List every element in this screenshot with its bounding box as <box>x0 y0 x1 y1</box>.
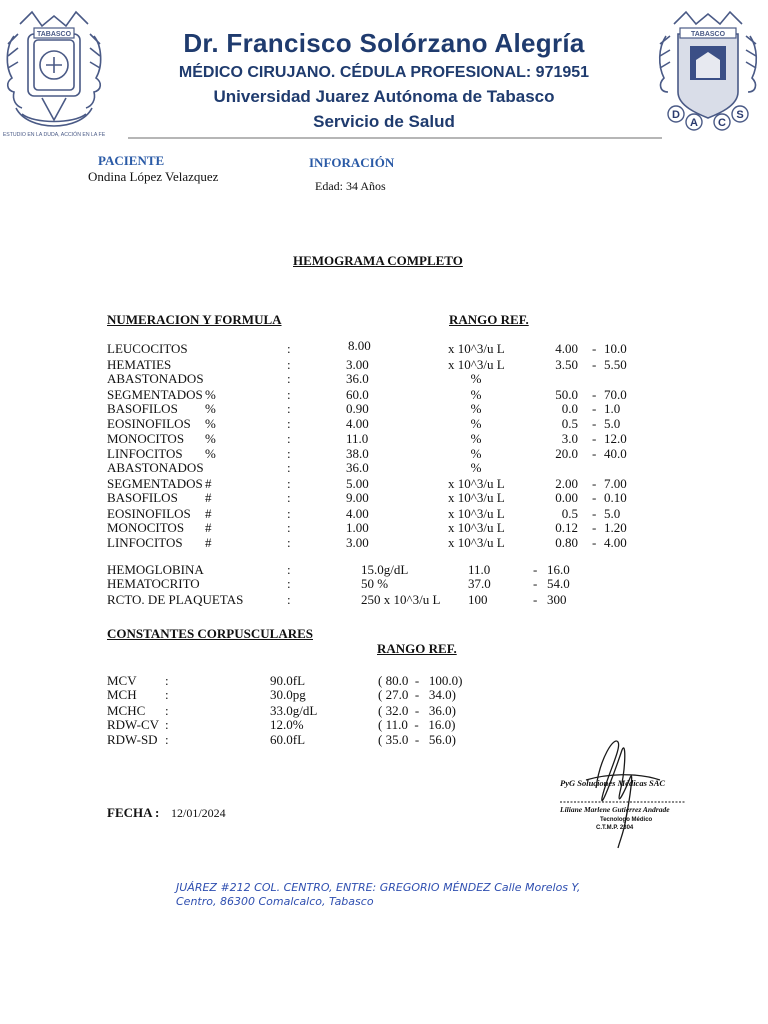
row-symbol: % <box>205 416 216 431</box>
row-name: SEGMENTADOS <box>107 476 203 491</box>
row-range: ( 80.0 - 100.0) <box>378 673 463 688</box>
row-value: 3.00 <box>346 357 369 372</box>
row-separator: : <box>165 703 169 718</box>
row-name: ABASTONADOS <box>107 371 204 386</box>
row-range-low: 0.00 <box>555 490 578 505</box>
row-unit: x 10^3/u L <box>448 476 505 491</box>
signature <box>556 728 696 852</box>
constantes-header: CONSTANTES CORPUSCULARES <box>107 626 313 641</box>
row-unit: x 10^3/u L <box>448 535 505 550</box>
row-symbol: % <box>205 387 216 402</box>
row-name: LINFOCITOS <box>107 535 183 550</box>
row-range-high: 40.0 <box>604 446 627 461</box>
range-dash: - <box>592 401 597 416</box>
row-value: 12.0% <box>270 717 304 732</box>
row-value: 1.00 <box>346 520 369 535</box>
row-range-low: 20.0 <box>555 446 578 461</box>
row-separator: : <box>287 446 291 461</box>
address-line-1: JUÁREZ #212 COL. CENTRO, ENTRE: GREGORIO MÉNDEZ Calle Morelos Y, <box>176 881 581 894</box>
signature-license: C.T.M.P. 2304 <box>596 825 634 831</box>
range-dash: - <box>533 592 538 607</box>
row-range-high: 70.0 <box>604 387 627 402</box>
row-range: ( 35.0 - 56.0) <box>378 732 456 747</box>
service-name: Servicio de Salud <box>313 112 455 131</box>
range-dash: - <box>592 446 597 461</box>
row-separator: : <box>287 341 291 356</box>
range-dash: - <box>592 387 597 402</box>
row-name: RDW-SD <box>107 732 158 747</box>
header-divider <box>128 137 662 139</box>
row-separator: : <box>287 416 291 431</box>
patient-name: Ondina López Velazquez <box>88 169 219 184</box>
row-unit: x 10^3/u L <box>448 341 505 356</box>
row-separator: : <box>165 732 169 747</box>
row-separator: : <box>287 371 291 386</box>
row-range-low: 0.12 <box>555 520 578 535</box>
signature-company: PyG Soluciones Médicas SAC <box>560 778 666 788</box>
row-range-low: 11.0 <box>468 562 491 577</box>
row-value: 36.0 <box>346 371 369 386</box>
row-name: HEMATIES <box>107 357 172 372</box>
numeracion-header: NUMERACION Y FORMULA <box>107 312 282 327</box>
row-value: 3.00 <box>346 535 369 550</box>
row-name: BASOFILOS <box>107 401 178 416</box>
row-range-high: 5.0 <box>604 506 621 521</box>
row-range-low: 3.50 <box>555 357 578 372</box>
row-range-high: 16.0 <box>547 562 570 577</box>
row-symbol: # <box>205 520 212 535</box>
row-symbol: % <box>205 446 216 461</box>
left-seal-ring-text: ESTUDIO EN LA DUDA, ACCIÓN EN LA FE <box>2 132 106 138</box>
row-range-low: 100 <box>468 592 488 607</box>
row-name: ABASTONADOS <box>107 460 204 475</box>
doctor-name: Dr. Francisco Solórzano Alegría <box>183 28 585 58</box>
row-value: 15.0g/dL <box>361 562 409 577</box>
row-separator: : <box>287 431 291 446</box>
row-symbol: % <box>205 431 216 446</box>
row-unit: x 10^3/u L <box>448 506 505 521</box>
row-unit: % <box>470 446 482 461</box>
row-name: MONOCITOS <box>107 431 185 446</box>
row-separator: : <box>287 401 291 416</box>
row-range: ( 11.0 - 16.0) <box>378 717 456 732</box>
row-separator: : <box>165 673 169 688</box>
row-separator: : <box>287 506 291 521</box>
row-unit: x 10^3/u L <box>448 520 505 535</box>
signature-role: Tecnologo Médico <box>600 817 653 823</box>
report-title: HEMOGRAMA COMPLETO <box>293 253 463 268</box>
row-name: RDW-CV <box>107 717 159 732</box>
numeracion-range-header: RANGO REF. <box>449 312 529 327</box>
row-separator: : <box>287 520 291 535</box>
row-unit: % <box>470 416 482 431</box>
row-separator: : <box>287 476 291 491</box>
info-label: INFORACIÓN <box>309 155 395 170</box>
row-separator: : <box>287 562 291 577</box>
range-dash: - <box>533 576 538 591</box>
row-symbol: # <box>205 490 212 505</box>
row-value: 11.0 <box>346 431 369 446</box>
row-separator: : <box>287 490 291 505</box>
row-unit: % <box>470 387 482 402</box>
row-name: LINFOCITOS <box>107 446 183 461</box>
row-symbol: # <box>205 476 212 491</box>
row-value: 30.0pg <box>270 687 306 702</box>
row-name: MCHC <box>107 703 146 718</box>
row-name: RCTO. DE PLAQUETAS <box>107 592 244 607</box>
range-dash: - <box>592 535 597 550</box>
range-dash: - <box>592 490 597 505</box>
row-range-low: 50.0 <box>555 387 578 402</box>
right-seal-letter-s: S <box>736 109 744 121</box>
row-unit: % <box>470 431 482 446</box>
row-value: 60.0 <box>346 387 369 402</box>
row-value: 33.0g/dL <box>270 703 318 718</box>
range-dash: - <box>592 520 597 535</box>
row-value: 38.0 <box>346 446 369 461</box>
row-separator: : <box>165 717 169 732</box>
row-name: SEGMENTADOS <box>107 387 203 402</box>
row-range-high: 0.10 <box>604 490 627 505</box>
row-range: ( 27.0 - 34.0) <box>378 687 456 702</box>
row-value: 90.0fL <box>270 673 306 688</box>
row-unit: % <box>470 401 482 416</box>
range-dash: - <box>592 416 597 431</box>
row-separator: : <box>287 592 291 607</box>
doctor-credential: MÉDICO CIRUJANO. CÉDULA PROFESIONAL: 971951 <box>178 64 590 81</box>
row-range-low: 37.0 <box>468 576 491 591</box>
left-seal-top-text: TABASCO <box>36 31 72 38</box>
row-name: LEUCOCITOS <box>107 341 188 356</box>
row-separator: : <box>287 387 291 402</box>
row-range-low: 0.0 <box>561 401 578 416</box>
row-name: BASOFILOS <box>107 490 178 505</box>
row-unit: x 10^3/u L <box>448 357 505 372</box>
row-separator: : <box>287 576 291 591</box>
range-dash: - <box>592 357 597 372</box>
row-range-low: 0.5 <box>561 416 578 431</box>
row-range-high: 1.20 <box>604 520 627 535</box>
row-range-high: 5.0 <box>604 416 621 431</box>
row-name: MONOCITOS <box>107 520 185 535</box>
row-range-low: 0.80 <box>555 535 578 550</box>
university-name: Universidad Juarez Autónoma de Tabasco <box>213 87 555 106</box>
row-range-low: 3.0 <box>561 431 578 446</box>
row-range-high: 1.0 <box>604 401 621 416</box>
row-name: MCV <box>107 673 137 688</box>
right-seal-letter-c: C <box>718 117 726 129</box>
row-value: 4.00 <box>346 506 369 521</box>
row-range-high: 300 <box>547 592 567 607</box>
row-range-high: 10.0 <box>604 341 627 356</box>
row-name: HEMATOCRITO <box>107 576 200 591</box>
row-value: 5.00 <box>346 476 369 491</box>
row-range-high: 54.0 <box>547 576 570 591</box>
row-range-high: 5.50 <box>604 357 627 372</box>
range-dash: - <box>592 476 597 491</box>
range-dash: - <box>533 562 538 577</box>
row-name: EOSINOFILOS <box>107 416 191 431</box>
row-value: 8.00 <box>348 338 371 353</box>
row-symbol: % <box>205 401 216 416</box>
patient-age: Edad: 34 Años <box>315 179 386 193</box>
row-range-low: 2.00 <box>555 476 578 491</box>
right-seal-letter-d: D <box>672 109 680 121</box>
row-name: HEMOGLOBINA <box>107 562 204 577</box>
range-dash: - <box>592 506 597 521</box>
right-seal-top-text: TABASCO <box>690 31 726 38</box>
range-dash: - <box>592 431 597 446</box>
row-value: 4.00 <box>346 416 369 431</box>
constantes-range-header: RANGO REF. <box>377 641 457 656</box>
row-unit: x 10^3/u L <box>448 490 505 505</box>
row-range-high: 12.0 <box>604 431 627 446</box>
row-separator: : <box>165 687 169 702</box>
signature-name: Liliane Marlene Gutierrez Andrade <box>560 805 670 814</box>
row-range-high: 7.00 <box>604 476 627 491</box>
address-line-2: Centro, 86300 Comalcalco, Tabasco <box>176 895 374 908</box>
row-separator: : <box>287 357 291 372</box>
row-range: ( 32.0 - 36.0) <box>378 703 456 718</box>
row-name: EOSINOFILOS <box>107 506 191 521</box>
row-value: 250 x 10^3/u L <box>361 592 441 607</box>
row-separator: : <box>287 460 291 475</box>
row-name: MCH <box>107 687 137 702</box>
row-value: 50 % <box>361 576 389 591</box>
range-dash: - <box>592 341 597 356</box>
right-seal-letter-a: A <box>690 117 698 129</box>
row-value: 0.90 <box>346 401 369 416</box>
fecha-label: FECHA : <box>107 805 160 820</box>
row-symbol: # <box>205 535 212 550</box>
row-range-low: 4.00 <box>555 341 578 356</box>
patient-label: PACIENTE <box>98 153 165 168</box>
row-unit: % <box>470 460 482 475</box>
fecha-value: 12/01/2024 <box>171 806 226 820</box>
row-value: 9.00 <box>346 490 369 505</box>
row-value: 36.0 <box>346 460 369 475</box>
row-value: 60.0fL <box>270 732 306 747</box>
row-unit: % <box>470 371 482 386</box>
row-separator: : <box>287 535 291 550</box>
row-range-high: 4.00 <box>604 535 627 550</box>
row-range-low: 0.5 <box>561 506 578 521</box>
row-symbol: # <box>205 506 212 521</box>
